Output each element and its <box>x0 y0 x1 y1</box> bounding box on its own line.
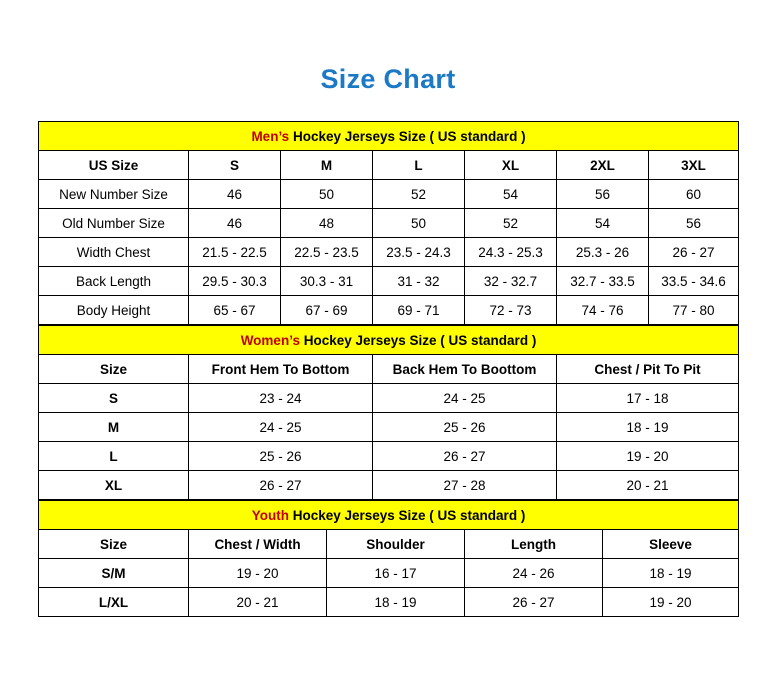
mens-row-3-label: Back Length <box>39 267 189 296</box>
youth-row-1-cell-3: 19 - 20 <box>603 588 739 617</box>
mens-row-0-cell-0: 46 <box>189 180 281 209</box>
mens-row-3-cell-5: 33.5 - 34.6 <box>649 267 739 296</box>
mens-row-0-cell-1: 50 <box>281 180 373 209</box>
mens-row-3-cell-4: 32.7 - 33.5 <box>557 267 649 296</box>
womens-row-1-cell-2: 18 - 19 <box>557 413 739 442</box>
mens-band-rest: Hockey Jerseys Size ( US standard ) <box>289 128 526 144</box>
mens-row-1-cell-5: 56 <box>649 209 739 238</box>
mens-row-1-cell-3: 52 <box>465 209 557 238</box>
mens-row-0-cell-3: 54 <box>465 180 557 209</box>
mens-row-1-label: Old Number Size <box>39 209 189 238</box>
womens-header-row <box>39 355 739 384</box>
womens-row-2-cell-2: 19 - 20 <box>557 442 739 471</box>
youth-band-rest: Hockey Jerseys Size ( US standard ) <box>288 507 526 523</box>
youth-row-0-cell-3: 18 - 19 <box>603 559 739 588</box>
mens-row-2-label: Width Chest <box>39 238 189 267</box>
youth-header-row <box>39 530 739 559</box>
womens-row-2-cell-0: 25 - 26 <box>189 442 373 471</box>
youth-header-cell-2: Shoulder <box>327 530 465 559</box>
mens-row-3-cell-3: 32 - 32.7 <box>465 267 557 296</box>
mens-row-4-cell-4: 74 - 76 <box>557 296 649 325</box>
mens-header-cell-6: 3XL <box>649 151 739 180</box>
womens-row-2-label: L <box>39 442 189 471</box>
womens-row-0-label: S <box>39 384 189 413</box>
table-row <box>39 588 739 617</box>
mens-band-row <box>39 122 739 151</box>
womens-row-3-cell-2: 20 - 21 <box>557 471 739 500</box>
table-row <box>39 559 739 588</box>
womens-header-cell-3: Chest / Pit To Pit <box>557 355 739 384</box>
womens-row-3-cell-1: 27 - 28 <box>373 471 557 500</box>
mens-row-2-cell-5: 26 - 27 <box>649 238 739 267</box>
mens-row-1-cell-4: 54 <box>557 209 649 238</box>
womens-band-rest: Hockey Jerseys Size ( US standard ) <box>299 332 537 348</box>
mens-row-0-cell-5: 60 <box>649 180 739 209</box>
youth-row-0-label: S/M <box>39 559 189 588</box>
table-row <box>39 442 739 471</box>
youth-header-cell-1: Chest / Width <box>189 530 327 559</box>
youth-header-cell-0: Size <box>39 530 189 559</box>
youth-size-table <box>38 500 739 617</box>
mens-header-cell-3: L <box>373 151 465 180</box>
womens-band-cell <box>39 326 739 355</box>
womens-row-0-cell-1: 24 - 25 <box>373 384 557 413</box>
mens-row-4-label: Body Height <box>39 296 189 325</box>
mens-row-3-cell-2: 31 - 32 <box>373 267 465 296</box>
table-row <box>39 209 739 238</box>
mens-row-2-cell-4: 25.3 - 26 <box>557 238 649 267</box>
youth-header-cell-4: Sleeve <box>603 530 739 559</box>
mens-row-2-cell-3: 24.3 - 25.3 <box>465 238 557 267</box>
womens-row-2-cell-1: 26 - 27 <box>373 442 557 471</box>
youth-row-1-cell-1: 18 - 19 <box>327 588 465 617</box>
table-row <box>39 384 739 413</box>
mens-row-4-cell-2: 69 - 71 <box>373 296 465 325</box>
youth-row-1-cell-0: 20 - 21 <box>189 588 327 617</box>
page-title: Size Chart <box>320 64 456 94</box>
youth-band-cell <box>39 501 739 530</box>
youth-row-0-cell-1: 16 - 17 <box>327 559 465 588</box>
mens-row-1-cell-0: 46 <box>189 209 281 238</box>
mens-row-4-cell-3: 72 - 73 <box>465 296 557 325</box>
mens-row-4-cell-0: 65 - 67 <box>189 296 281 325</box>
mens-row-4-cell-5: 77 - 80 <box>649 296 739 325</box>
womens-row-0-cell-0: 23 - 24 <box>189 384 373 413</box>
size-chart-tables <box>38 121 738 617</box>
womens-size-table <box>38 325 739 500</box>
mens-row-0-label: New Number Size <box>39 180 189 209</box>
mens-row-3-cell-0: 29.5 - 30.3 <box>189 267 281 296</box>
youth-row-0-cell-2: 24 - 26 <box>465 559 603 588</box>
mens-row-2-cell-1: 22.5 - 23.5 <box>281 238 373 267</box>
womens-band-accent: Women’s <box>240 332 300 348</box>
mens-header-cell-4: XL <box>465 151 557 180</box>
table-row <box>39 267 739 296</box>
mens-header-cell-5: 2XL <box>557 151 649 180</box>
youth-row-0-cell-0: 19 - 20 <box>189 559 327 588</box>
youth-row-1-cell-2: 26 - 27 <box>465 588 603 617</box>
mens-band-accent: Men’s <box>251 128 290 144</box>
mens-row-1-cell-2: 50 <box>373 209 465 238</box>
mens-row-3-cell-1: 30.3 - 31 <box>281 267 373 296</box>
youth-band-row <box>39 501 739 530</box>
youth-header-cell-3: Length <box>465 530 603 559</box>
womens-band-row <box>39 326 739 355</box>
mens-row-2-cell-0: 21.5 - 22.5 <box>189 238 281 267</box>
womens-row-1-label: M <box>39 413 189 442</box>
mens-row-0-cell-4: 56 <box>557 180 649 209</box>
womens-header-cell-0: Size <box>39 355 189 384</box>
mens-header-row <box>39 151 739 180</box>
youth-band-accent: Youth <box>251 507 289 523</box>
womens-header-cell-1: Front Hem To Bottom <box>189 355 373 384</box>
youth-row-1-label: L/XL <box>39 588 189 617</box>
womens-header-cell-2: Back Hem To Boottom <box>373 355 557 384</box>
table-row <box>39 296 739 325</box>
womens-row-3-label: XL <box>39 471 189 500</box>
mens-row-1-cell-1: 48 <box>281 209 373 238</box>
womens-row-1-cell-0: 24 - 25 <box>189 413 373 442</box>
womens-row-0-cell-2: 17 - 18 <box>557 384 739 413</box>
mens-band-cell <box>39 122 739 151</box>
mens-size-table <box>38 121 739 325</box>
mens-row-4-cell-1: 67 - 69 <box>281 296 373 325</box>
table-row <box>39 238 739 267</box>
mens-header-cell-1: S <box>189 151 281 180</box>
table-row <box>39 471 739 500</box>
table-row <box>39 413 739 442</box>
womens-row-1-cell-1: 25 - 26 <box>373 413 557 442</box>
womens-row-3-cell-0: 26 - 27 <box>189 471 373 500</box>
mens-header-cell-2: M <box>281 151 373 180</box>
mens-row-0-cell-2: 52 <box>373 180 465 209</box>
mens-header-cell-0: US Size <box>39 151 189 180</box>
mens-row-2-cell-2: 23.5 - 24.3 <box>373 238 465 267</box>
table-row <box>39 180 739 209</box>
